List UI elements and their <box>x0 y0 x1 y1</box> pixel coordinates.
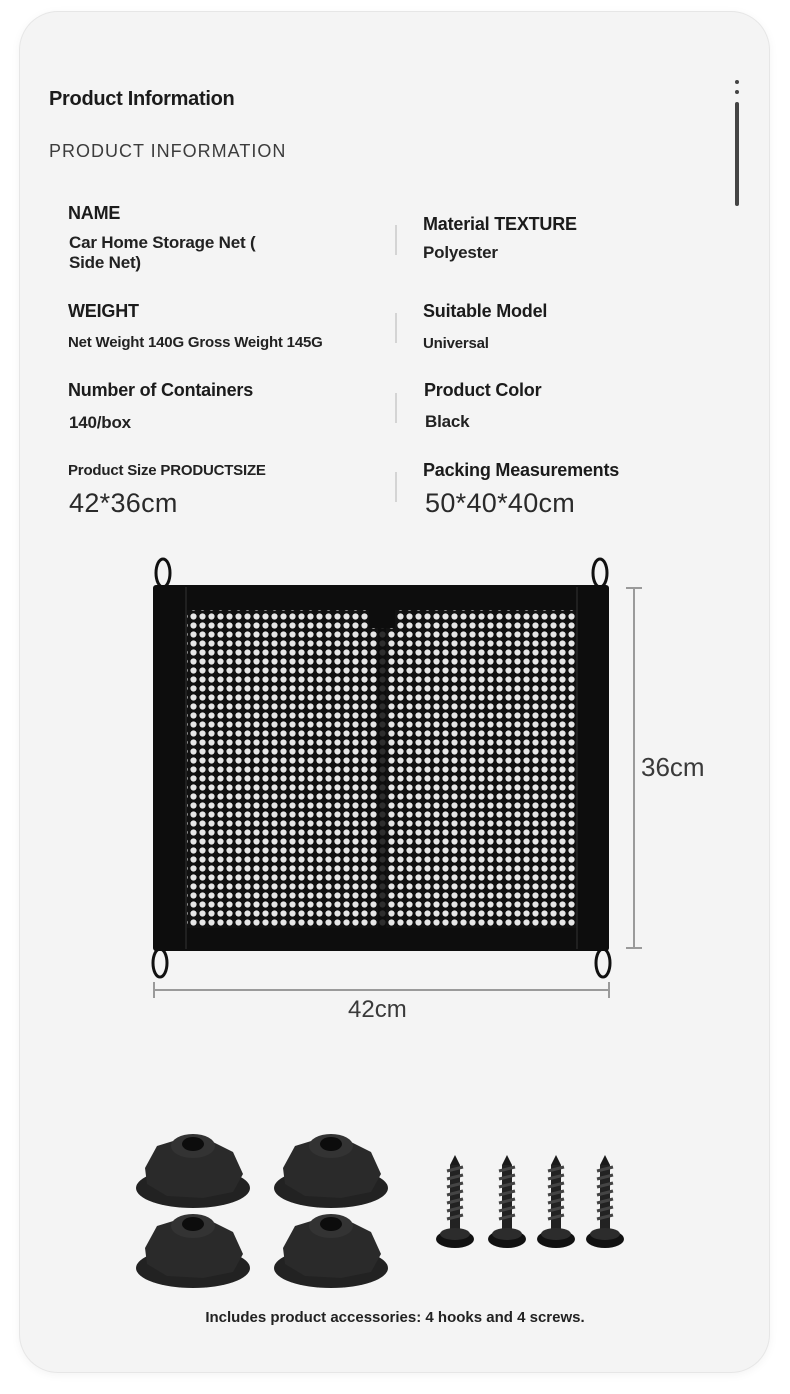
height-dimension-label: 36cm <box>641 752 705 782</box>
containers-label: Number of Containers <box>68 380 254 400</box>
page-title: Product Information <box>49 88 235 110</box>
containers-value: 140/box <box>69 413 131 432</box>
accessories-caption: Includes product accessories: 4 hooks and 4 screws. <box>205 1309 585 1326</box>
model-label: Suitable Model <box>423 301 548 321</box>
height-dimension-line <box>626 588 642 948</box>
screw-accessories <box>436 1155 624 1248</box>
name-value-line1: Car Home Storage Net ( <box>69 233 256 252</box>
width-dimension-label: 42cm <box>348 996 407 1023</box>
material-value: Polyester <box>423 243 498 262</box>
size-label: Product Size PRODUCTSIZE <box>68 462 266 479</box>
color-value: Black <box>425 412 470 431</box>
weight-value: Net Weight 140G Gross Weight 145G <box>68 334 323 351</box>
size-value: 42*36cm <box>69 488 178 518</box>
page-subtitle: PRODUCT INFORMATION <box>49 141 287 161</box>
name-value-line2: Side Net) <box>69 253 141 272</box>
packing-value: 50*40*40cm <box>425 488 576 518</box>
color-label: Product Color <box>424 380 542 400</box>
name-label: NAME <box>68 203 121 223</box>
packing-label: Packing Measurements <box>423 460 620 480</box>
weight-label: WEIGHT <box>68 301 139 321</box>
hook-accessories <box>136 1134 388 1288</box>
model-value: Universal <box>423 335 489 352</box>
material-label: Material TEXTURE <box>423 214 577 234</box>
